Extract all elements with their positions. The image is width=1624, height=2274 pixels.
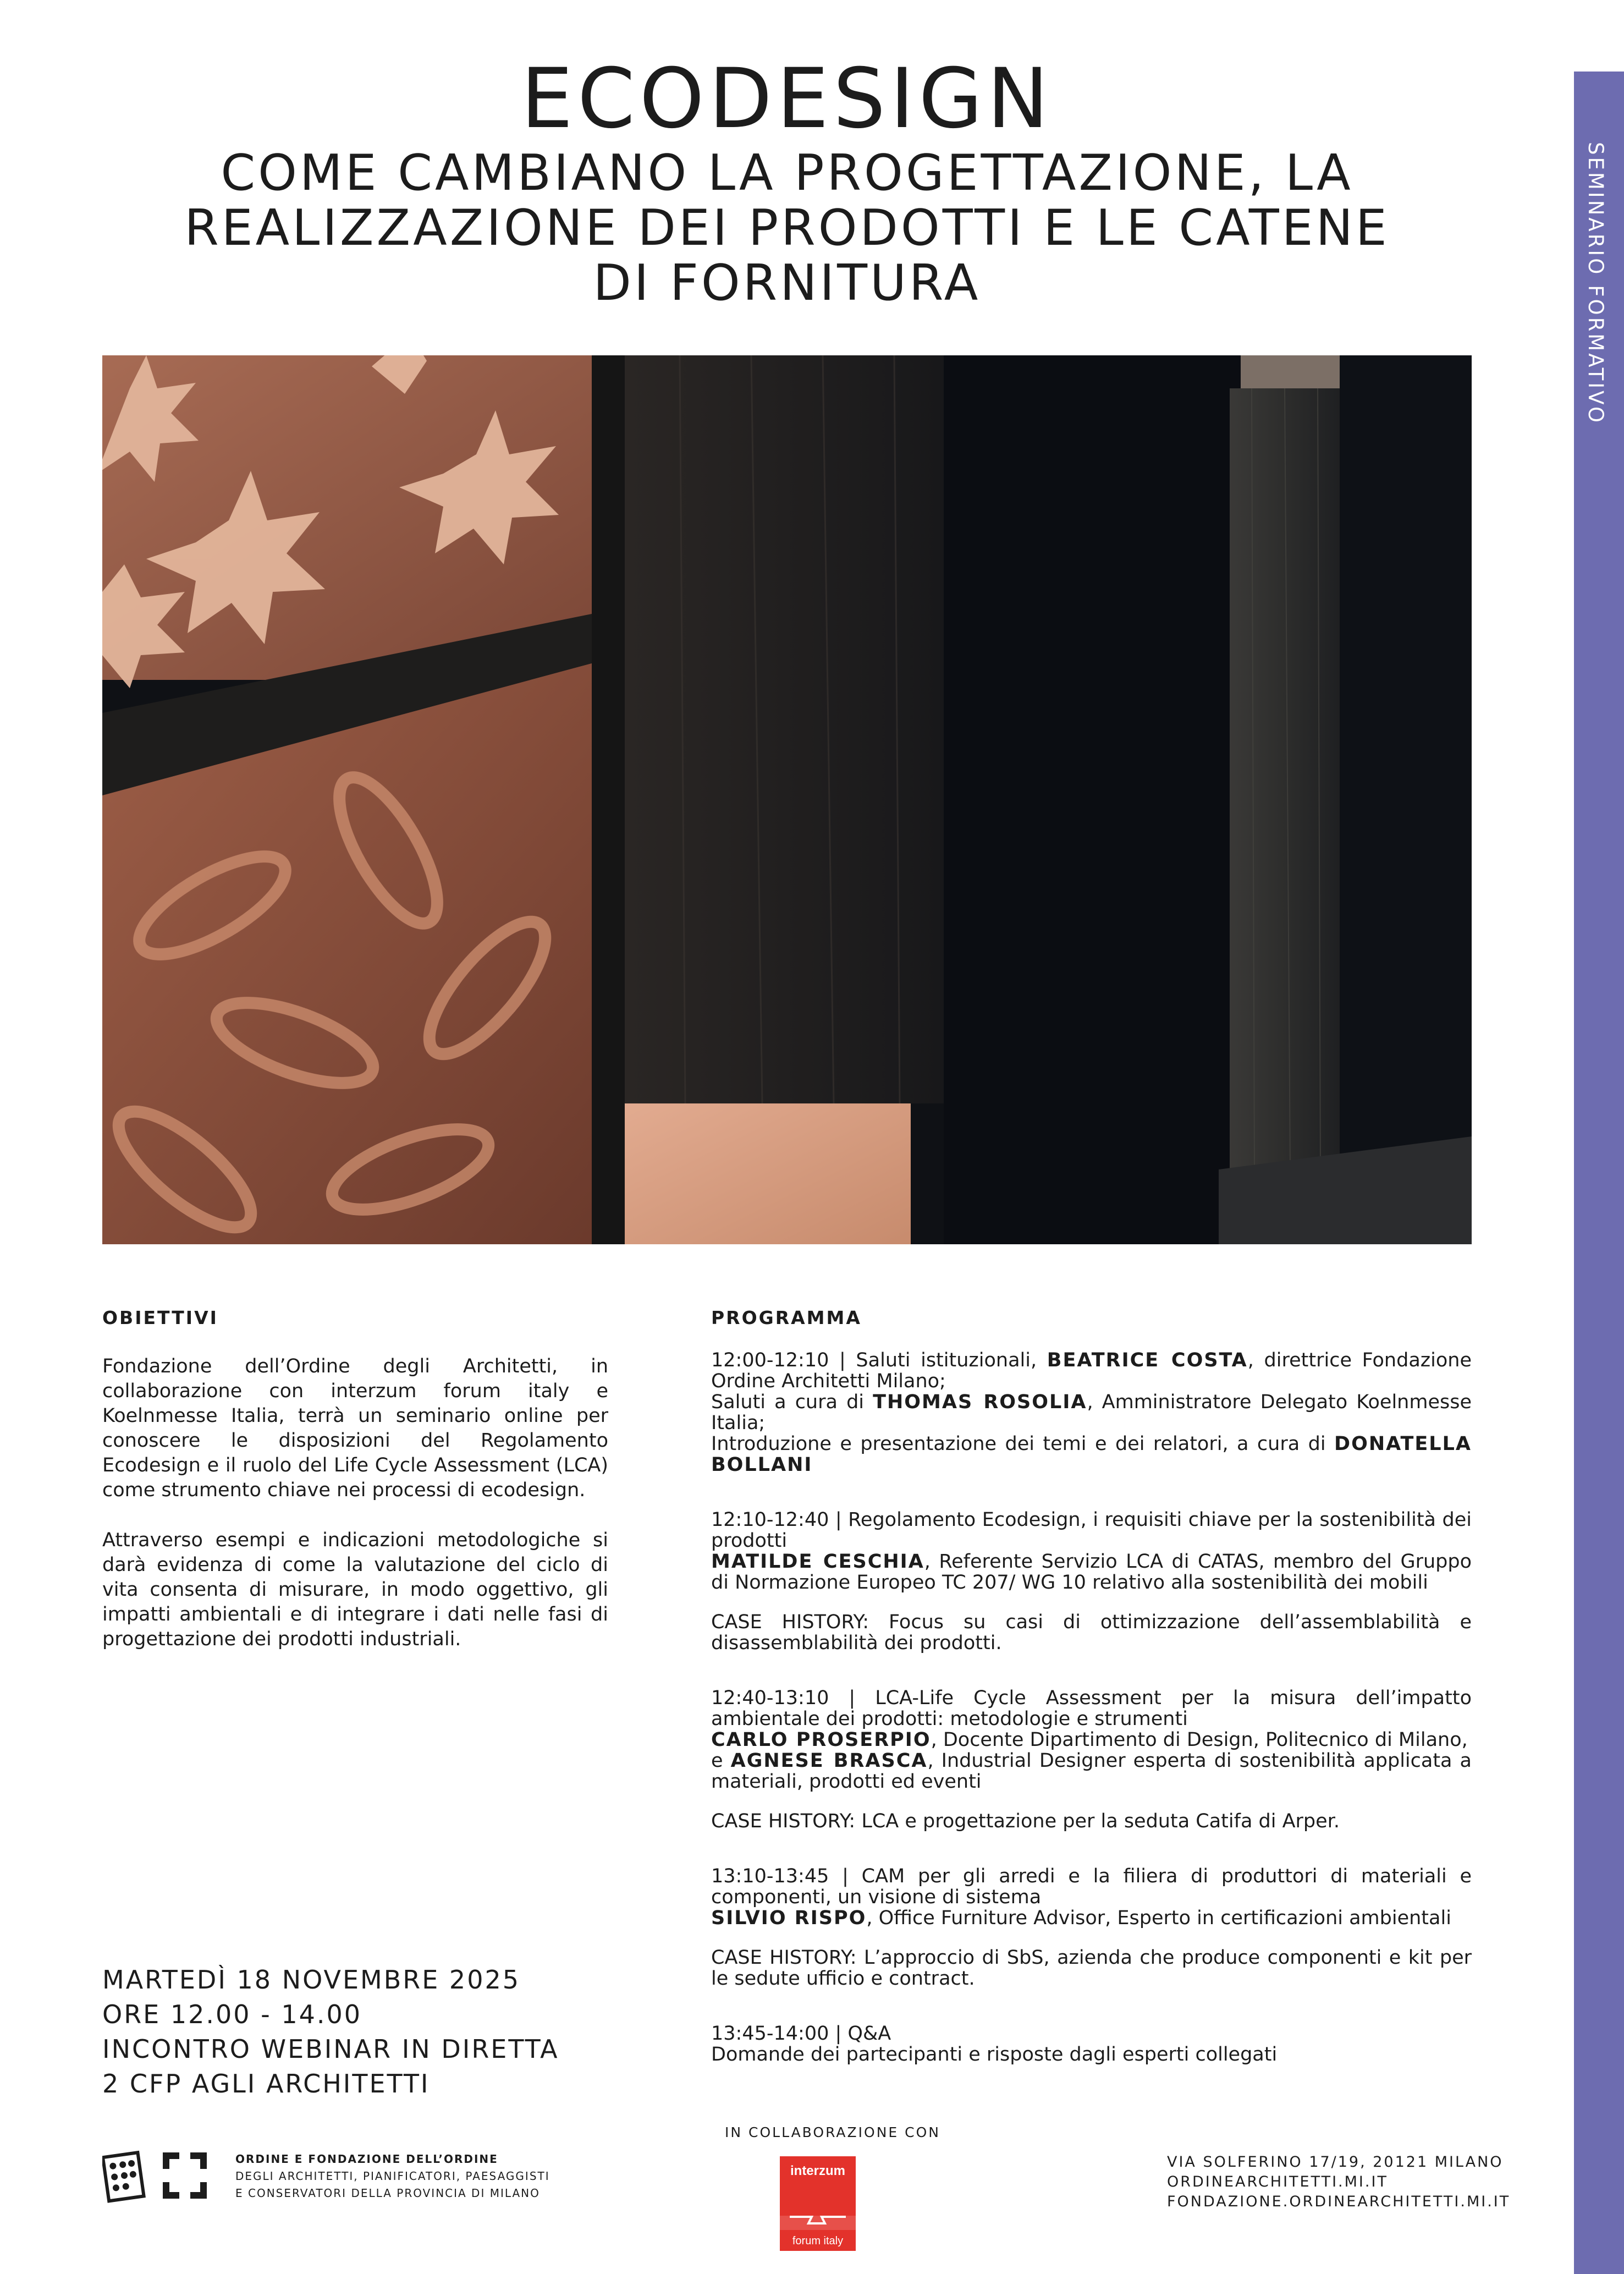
page-subtitle-line-3: DI FORNITURA xyxy=(593,254,981,312)
case-history: CASE HISTORY: L’approccio di SbS, azienda che produce componenti e kit per le sedute ufficio e contract. xyxy=(711,1947,1472,1990)
event-date: MARTEDÌ 18 NOVEMBRE 2025 xyxy=(102,1965,521,1995)
page-subtitle-line-2: REALIZZAZIONE DEI PRODOTTI E LE CATENE xyxy=(184,199,1390,257)
case-history: CASE HISTORY: LCA e progettazione per la seduta Catifa di Arper. xyxy=(711,1810,1340,1832)
item-text: 12:10-12:40 | Regolamento Ecodesign, i requisiti chiave per la sostenibilità dei prodotti xyxy=(711,1509,1472,1552)
item-text: Domande dei partecipanti e risposte dagli esperti collegati xyxy=(711,2044,1278,2066)
organizer-line: E CONSERVATORI DELLA PROVINCIA DI MILANO xyxy=(235,2187,540,2200)
item-text: , Amministratore Delegato Koelnmesse Italia; xyxy=(711,1391,1472,1434)
objectives-paragraph: Fondazione dell’Ordine degli Architetti, in collaborazione con interzum forum italy e Koelnmesse Italia, terrà un seminario online per conoscere le disposizioni del Regolamento Ecodesign e il ruolo del Life Cycle Assessment (LCA) come strumento chiave nei processi di ecodesign. xyxy=(102,1355,608,1501)
organizer-line: ORDINE E FONDAZIONE DELL’ORDINE xyxy=(235,2152,498,2166)
event-time: ORE 12.00 - 14.00 xyxy=(102,2000,362,2029)
speaker-name: SILVIO RISPO xyxy=(711,1907,867,1929)
item-text: , Docente Dipartimento di Design, Politecnico di Milano, xyxy=(931,1729,1468,1751)
item-text: , Referente Servizio LCA di CATAS, membro del Gruppo di Normazione Europeo TC 207/ WG 10 relativo alla sostenibilità dei mobili xyxy=(711,1551,1472,1594)
case-history: CASE HISTORY: Focus su casi di ottimizzazione dell’assemblabilità e disassemblabilità dei prodotti. xyxy=(711,1611,1472,1654)
speaker-name: DONATELLA BOLLANI xyxy=(711,1433,1472,1476)
item-text: 12:40-13:10 | LCA-Life Cycle Assessment per la misura dell’impatto ambientale dei prodotti: metodologie e strumenti xyxy=(711,1687,1472,1730)
organizer-name xyxy=(235,2151,550,2202)
organizer-line: DEGLI ARCHITETTI, PIANIFICATORI, PAESAGGISTI xyxy=(235,2169,550,2183)
event-format: INCONTRO WEBINAR IN DIRETTA xyxy=(102,2034,559,2064)
programme-heading: PROGRAMMA xyxy=(711,1307,862,1328)
contact-block xyxy=(1167,2152,1510,2212)
page-subtitle-line-1: COME CAMBIANO LA PROGETTAZIONE, LA xyxy=(221,144,1353,202)
objectives-body xyxy=(102,1354,608,1677)
programme-item xyxy=(711,1509,1472,1654)
event-details xyxy=(102,1963,559,2101)
website-link[interactable]: ORDINEARCHITETTI.MI.IT xyxy=(1167,2173,1388,2190)
item-text: e xyxy=(711,1750,731,1772)
speaker-name: CARLO PROSERPIO xyxy=(711,1729,931,1751)
programme-list xyxy=(711,1350,1472,2099)
website-link[interactable]: FONDAZIONE.ORDINEARCHITETTI.MI.IT xyxy=(1167,2193,1511,2210)
page-title: ECODESIGN xyxy=(521,51,1053,147)
item-text: 13:45-14:00 | Q&A xyxy=(711,2023,891,2045)
item-text: , Industrial Designer esperta di sostenibilità applicata a materiali, prodotti ed eventi xyxy=(711,1750,1472,1793)
item-text: 13:10-13:45 | CAM per gli arredi e la filiera di produttori di materiali e componenti, un visione di sistema xyxy=(711,1865,1472,1908)
objectives-paragraph: Attraverso esempi e indicazioni metodologiche si darà evidenza di come la valutazione del ciclo di vita consenta di misurare, in modo oggettivo, gli impatti ambientali e di integrare i dati nelle fasi di progettazione dei prodotti industriali. xyxy=(102,1529,608,1650)
ordine-logo xyxy=(102,2148,229,2205)
programme-item xyxy=(711,1350,1472,1475)
interzum-subline: forum italy xyxy=(792,2235,844,2247)
event-credits: 2 CFP AGLI ARCHITETTI xyxy=(102,2069,430,2099)
item-text: Introduzione e presentazione dei temi e dei relatori, a cura di xyxy=(711,1433,1335,1455)
item-text: Saluti a cura di xyxy=(711,1391,873,1413)
programme-item xyxy=(711,2023,1472,2065)
speaker-name: THOMAS ROSOLIA xyxy=(873,1391,1087,1413)
address: VIA SOLFERINO 17/19, 20121 MILANO xyxy=(1167,2154,1504,2171)
item-text: , Office Furniture Advisor, Esperto in certificazioni ambientali xyxy=(866,1907,1451,1929)
item-text: 12:00-12:10 | Saluti istituzionali, xyxy=(711,1349,1047,1371)
wood-panels-photo xyxy=(102,355,1472,1244)
interzum-wordmark: interzum xyxy=(790,2163,846,2178)
sidebar-label: SEMINARIO FORMATIVO xyxy=(1584,142,1608,425)
objectives-heading: OBIETTIVI xyxy=(102,1307,218,1328)
page-header xyxy=(102,52,1472,311)
speaker-name: BEATRICE COSTA xyxy=(1047,1349,1248,1371)
interzum-logo xyxy=(780,2156,856,2251)
speaker-name: AGNESE BRASCA xyxy=(730,1750,928,1772)
speaker-name: MATILDE CESCHIA xyxy=(711,1551,924,1573)
collaboration-label: IN COLLABORAZIONE CON xyxy=(725,2124,940,2140)
programme-item xyxy=(711,1688,1472,1832)
programme-item xyxy=(711,1866,1472,1989)
item-text: , direttrice Fondazione Ordine Architetti Milano; xyxy=(711,1349,1472,1392)
